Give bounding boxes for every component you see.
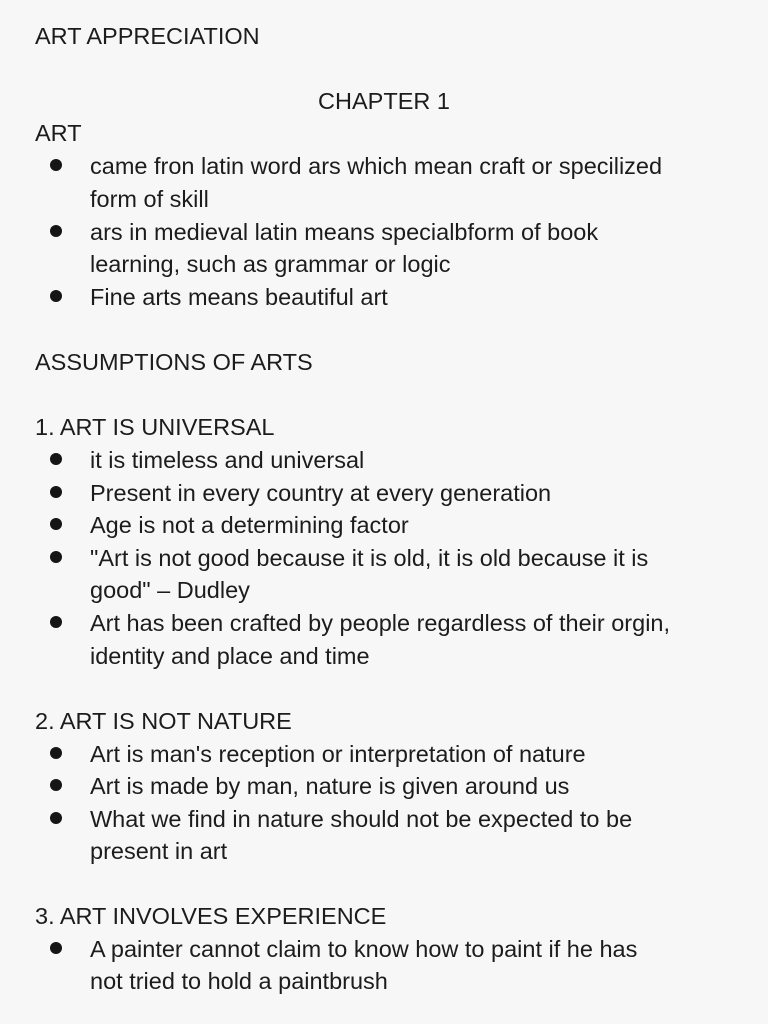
bullet-icon: [50, 616, 62, 628]
list-item: Art is made by man, nature is given around us: [90, 773, 570, 799]
list-item-continuation: learning, such as grammar or logic: [90, 251, 451, 277]
document-title: ART APPRECIATION: [35, 23, 260, 49]
list-item: ars in medieval latin means specialbform of book: [90, 219, 599, 245]
section-heading: 3. ART INVOLVES EXPERIENCE: [35, 903, 387, 929]
bullet-icon: [50, 551, 62, 563]
bullet-icon: [50, 290, 62, 302]
assumptions-heading: ASSUMPTIONS OF ARTS: [35, 349, 313, 375]
section-heading: 2. ART IS NOT NATURE: [35, 708, 292, 734]
section-heading: 1. ART IS UNIVERSAL: [35, 414, 275, 440]
bullet-icon: [50, 779, 62, 791]
list-item-continuation: good" – Dudley: [90, 577, 250, 603]
list-item: Art is man's reception or interpretation of nature: [90, 741, 586, 767]
bullet-icon: [50, 453, 62, 465]
bullet-icon: [50, 812, 62, 824]
bullet-icon: [50, 225, 62, 237]
list-item: What we find in nature should not be expected to be: [90, 806, 633, 832]
list-item: Art has been crafted by people regardless of their orgin,: [90, 610, 671, 636]
list-item: Fine arts means beautiful art: [90, 284, 388, 310]
bullet-icon: [50, 159, 62, 171]
bullet-icon: [50, 942, 62, 954]
art-heading: ART: [35, 120, 82, 146]
list-item-continuation: present in art: [90, 838, 228, 864]
list-item: Age is not a determining factor: [90, 512, 409, 538]
list-item: it is timeless and universal: [90, 447, 365, 473]
list-item: A painter cannot claim to know how to paint if he has: [90, 936, 638, 962]
bullet-icon: [50, 747, 62, 759]
bullet-icon: [50, 518, 62, 530]
list-item-continuation: identity and place and time: [90, 643, 370, 669]
chapter-heading: CHAPTER 1: [318, 88, 450, 114]
list-item-continuation: not tried to hold a paintbrush: [90, 968, 388, 994]
list-item: came fron latin word ars which mean craft or specilized: [90, 153, 663, 179]
list-item: "Art is not good because it is old, it is old because it is: [90, 545, 649, 571]
list-item-continuation: form of skill: [90, 186, 209, 212]
bullet-icon: [50, 486, 62, 498]
list-item: Present in every country at every generation: [90, 480, 552, 506]
